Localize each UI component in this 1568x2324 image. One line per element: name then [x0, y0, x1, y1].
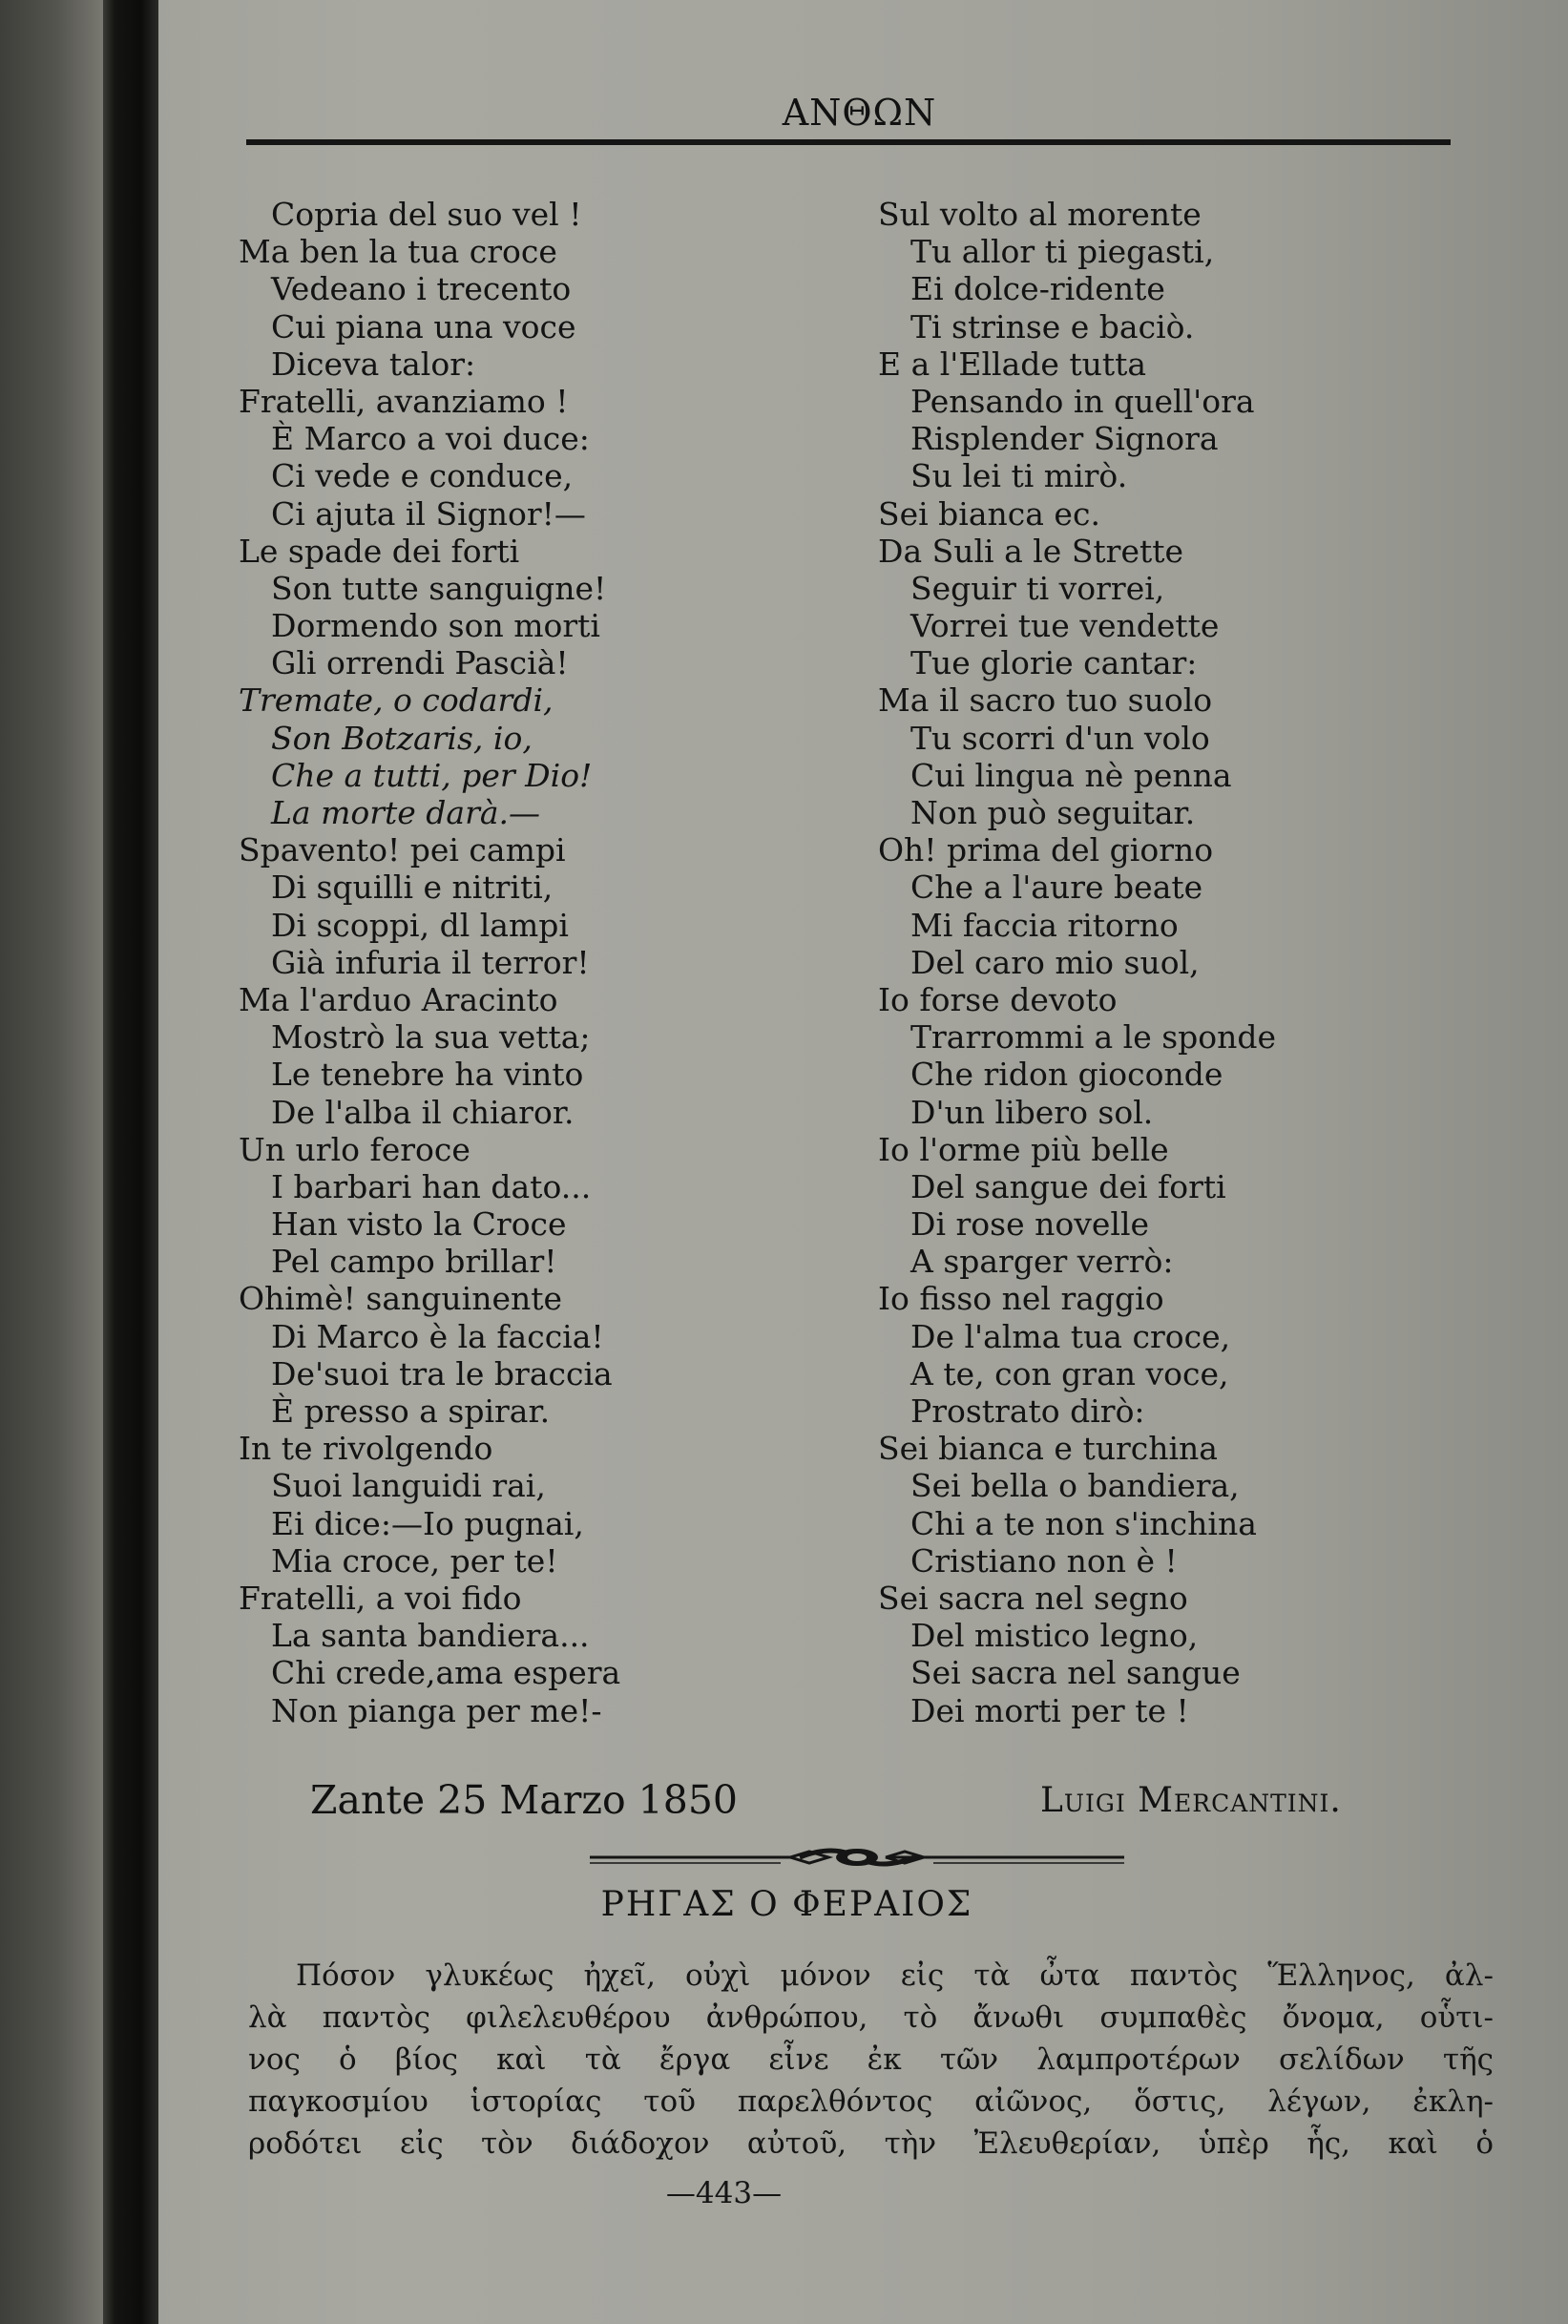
signature-date: Zante 25 Marzo 1850: [310, 1777, 738, 1823]
right-verse-line: Sei bianca e turchina: [878, 1430, 1218, 1468]
book-spine-shadow: [103, 0, 158, 2324]
left-verse-line: De'suoi tra le braccia: [271, 1354, 613, 1392]
left-verse-line: Vedeano i trecento: [271, 270, 572, 308]
left-verse-line: Un urlo feroce: [239, 1130, 470, 1168]
article-line: νος ὁ βίος καὶ τὰ ἔργα εἶνε ἐκ τῶν λαμπροτέρων σελίδων τῆς: [248, 2042, 1494, 2077]
right-verse-line: Del caro mio suol,: [910, 943, 1200, 981]
right-verse-line: Io forse devoto: [878, 980, 1118, 1018]
document-page: [162, 0, 1568, 2324]
left-verse-line: In te rivolgendo: [239, 1430, 493, 1468]
left-verse-line: Ma ben la tua croce: [239, 233, 557, 271]
left-verse-line: De l'alba il chiaror.: [271, 1093, 575, 1131]
right-verse-line: Seguir ti vorrei,: [910, 569, 1165, 607]
right-verse-line: Che a l'aure beate: [910, 869, 1203, 907]
right-verse-line: Mi faccia ritorno: [910, 906, 1179, 944]
left-verse-line: Gli orrendi Pascià!: [271, 644, 569, 682]
right-verse-line: Ma il sacro tuo suolo: [878, 681, 1213, 720]
right-verse-line: Del sangue dei forti: [910, 1167, 1226, 1205]
right-verse-line: E a l'Ellade tutta: [878, 345, 1147, 383]
right-verse-line: Oh! prima del giorno: [878, 831, 1214, 869]
right-verse-line: Tu allor ti piegasti,: [910, 233, 1215, 271]
right-verse-line: Da Suli a le Strette: [878, 532, 1184, 570]
left-verse-line: Non pianga per me!-: [271, 1691, 602, 1729]
left-verse-line: Han visto la Croce: [271, 1205, 567, 1244]
article-title: [162, 1885, 1568, 1924]
left-verse-line: Chi crede,ama espera: [271, 1654, 621, 1692]
right-verse-line: Cristiano non è !: [910, 1541, 1178, 1580]
left-verse-line: Che a tutti, per Dio!: [271, 756, 593, 794]
left-verse-line: Ma l'arduo Aracinto: [239, 980, 558, 1018]
left-verse-line: La santa bandiera...: [271, 1617, 590, 1655]
right-verse-line: Sul volto al morente: [878, 196, 1202, 233]
right-verse-line: Trarrommi a le sponde: [910, 1018, 1277, 1057]
left-verse-line: Suoi languidi rai,: [271, 1467, 546, 1505]
right-verse-line: Prostrato dirò:: [910, 1392, 1145, 1430]
right-verse-line: Sei sacra nel sangue: [910, 1654, 1241, 1692]
left-verse-line: Mia croce, per te!: [271, 1541, 558, 1580]
right-verse-line: Vorrei tue vendette: [910, 607, 1220, 645]
article-title-text: ΡΗΓΑΣ Ο ΦΕΡΑΙΟΣ: [600, 1885, 973, 1924]
article-line: ροδότει εἰς τὸν διάδοχον αὐτοῦ, τὴν Ἐλευθερίαν, ὑπὲρ ἧς, καὶ ὁ: [248, 2126, 1494, 2161]
left-verse-line: Diceva talor:: [271, 345, 476, 383]
left-verse-line: Copria del suo vel !: [271, 196, 582, 233]
right-verse-line: Io l'orme più belle: [878, 1130, 1169, 1168]
ornamental-divider: [590, 1840, 1124, 1874]
right-verse-line: Sei bianca ec.: [878, 494, 1100, 533]
signature-author: Luigi Mercantini.: [1040, 1781, 1342, 1820]
right-verse-line: Tu scorri d'un volo: [910, 719, 1210, 757]
left-verse-line: Tremate, o codardi,: [239, 681, 554, 720]
right-verse-line: Dei morti per te !: [910, 1691, 1189, 1729]
left-verse-line: I barbari han dato...: [271, 1167, 592, 1205]
left-verse-line: Ci ajuta il Signor!—: [271, 494, 586, 533]
left-verse-line: Le tenebre ha vinto: [271, 1056, 584, 1094]
right-verse-line: Del mistico legno,: [910, 1617, 1199, 1655]
right-verse-line: Io fisso nel raggio: [878, 1280, 1164, 1318]
header-rule: [246, 139, 1451, 145]
right-verse-line: Ti strinse e baciò.: [910, 307, 1195, 345]
right-verse-line: Pensando in quell'ora: [910, 382, 1255, 420]
left-verse-line: Di Marco è la faccia!: [271, 1317, 604, 1355]
article-line: λὰ παντὸς φιλελευθέρου ἀνθρώπου, τὸ ἄνωθι συμπαθὲς ὄνομα, οὗτι-: [248, 2000, 1494, 2035]
poem-signature: [162, 1777, 1568, 1825]
left-verse-line: Ohimè! sanguinente: [239, 1280, 563, 1318]
right-verse-line: D'un libero sol.: [910, 1093, 1154, 1131]
right-verse-line: A te, con gran voce,: [910, 1354, 1229, 1392]
left-verse-line: La morte darà.—: [271, 794, 541, 831]
article-line: Πόσον γλυκέως ἠχεῖ, οὐχὶ μόνον εἰς τὰ ὦτα παντὸς Ἕλληνος, ἀλ-: [296, 1958, 1494, 1993]
left-verse-line: Son tutte sanguigne!: [271, 569, 607, 607]
left-verse-line: Fratelli, a voi fido: [239, 1579, 522, 1617]
right-verse-line: Non può seguitar.: [910, 794, 1196, 831]
right-verse-line: Che ridon gioconde: [910, 1056, 1223, 1094]
left-verse-line: È Marco a voi duce:: [271, 420, 590, 458]
header-title: ΑΝΘΩΝ: [782, 92, 937, 134]
left-verse-line: Spavento! pei campi: [239, 831, 566, 869]
left-verse-line: Di squilli e nitriti,: [271, 869, 554, 907]
left-verse-line: Dormendo son morti: [271, 607, 600, 645]
left-verse-line: Ci vede e conduce,: [271, 457, 574, 495]
right-verse-line: Chi a te non s'inchina: [910, 1504, 1257, 1542]
left-verse-line: Cui piana una voce: [271, 307, 576, 345]
left-verse-line: Già infuria il terror!: [271, 943, 590, 981]
right-verse-line: Risplender Signora: [910, 420, 1219, 458]
left-verse-line: Ei dice:—Io pugnai,: [271, 1504, 584, 1542]
right-verse-line: Cui lingua nè penna: [910, 756, 1232, 794]
left-verse-line: Mostrò la sua vetta;: [271, 1018, 591, 1057]
left-verse-line: È presso a spirar.: [271, 1392, 551, 1430]
running-header: [162, 92, 1568, 134]
right-verse-line: Ei dolce-ridente: [910, 270, 1165, 308]
page-number: [162, 2176, 1568, 2210]
page-number-text: —443—: [665, 2176, 783, 2210]
left-verse-line: Son Botzaris, io,: [271, 719, 533, 757]
left-verse-line: Le spade dei forti: [239, 532, 520, 570]
right-verse-line: Su lei ti mirò.: [910, 457, 1128, 495]
left-verse-line: Di scoppi, dl lampi: [271, 906, 569, 944]
article-body: [248, 1955, 1494, 2165]
right-verse-line: Di rose novelle: [910, 1205, 1150, 1244]
right-verse-line: De l'alma tua croce,: [910, 1317, 1231, 1355]
article-line: παγκοσμίου ἱστορίας τοῦ παρελθόντος αἰῶνος, ὅστις, λέγων, ἐκλη-: [248, 2084, 1494, 2119]
right-verse-line: Sei sacra nel segno: [878, 1579, 1188, 1617]
poem-right-column: [878, 196, 1489, 1729]
left-verse-line: Fratelli, avanziamo !: [239, 382, 569, 420]
left-verse-line: Pel campo brillar!: [271, 1243, 557, 1281]
right-verse-line: Sei bella o bandiera,: [910, 1467, 1240, 1505]
right-verse-line: Tue glorie cantar:: [910, 644, 1198, 682]
right-verse-line: A sparger verrò:: [910, 1243, 1174, 1281]
poem-left-column: [239, 196, 811, 1729]
